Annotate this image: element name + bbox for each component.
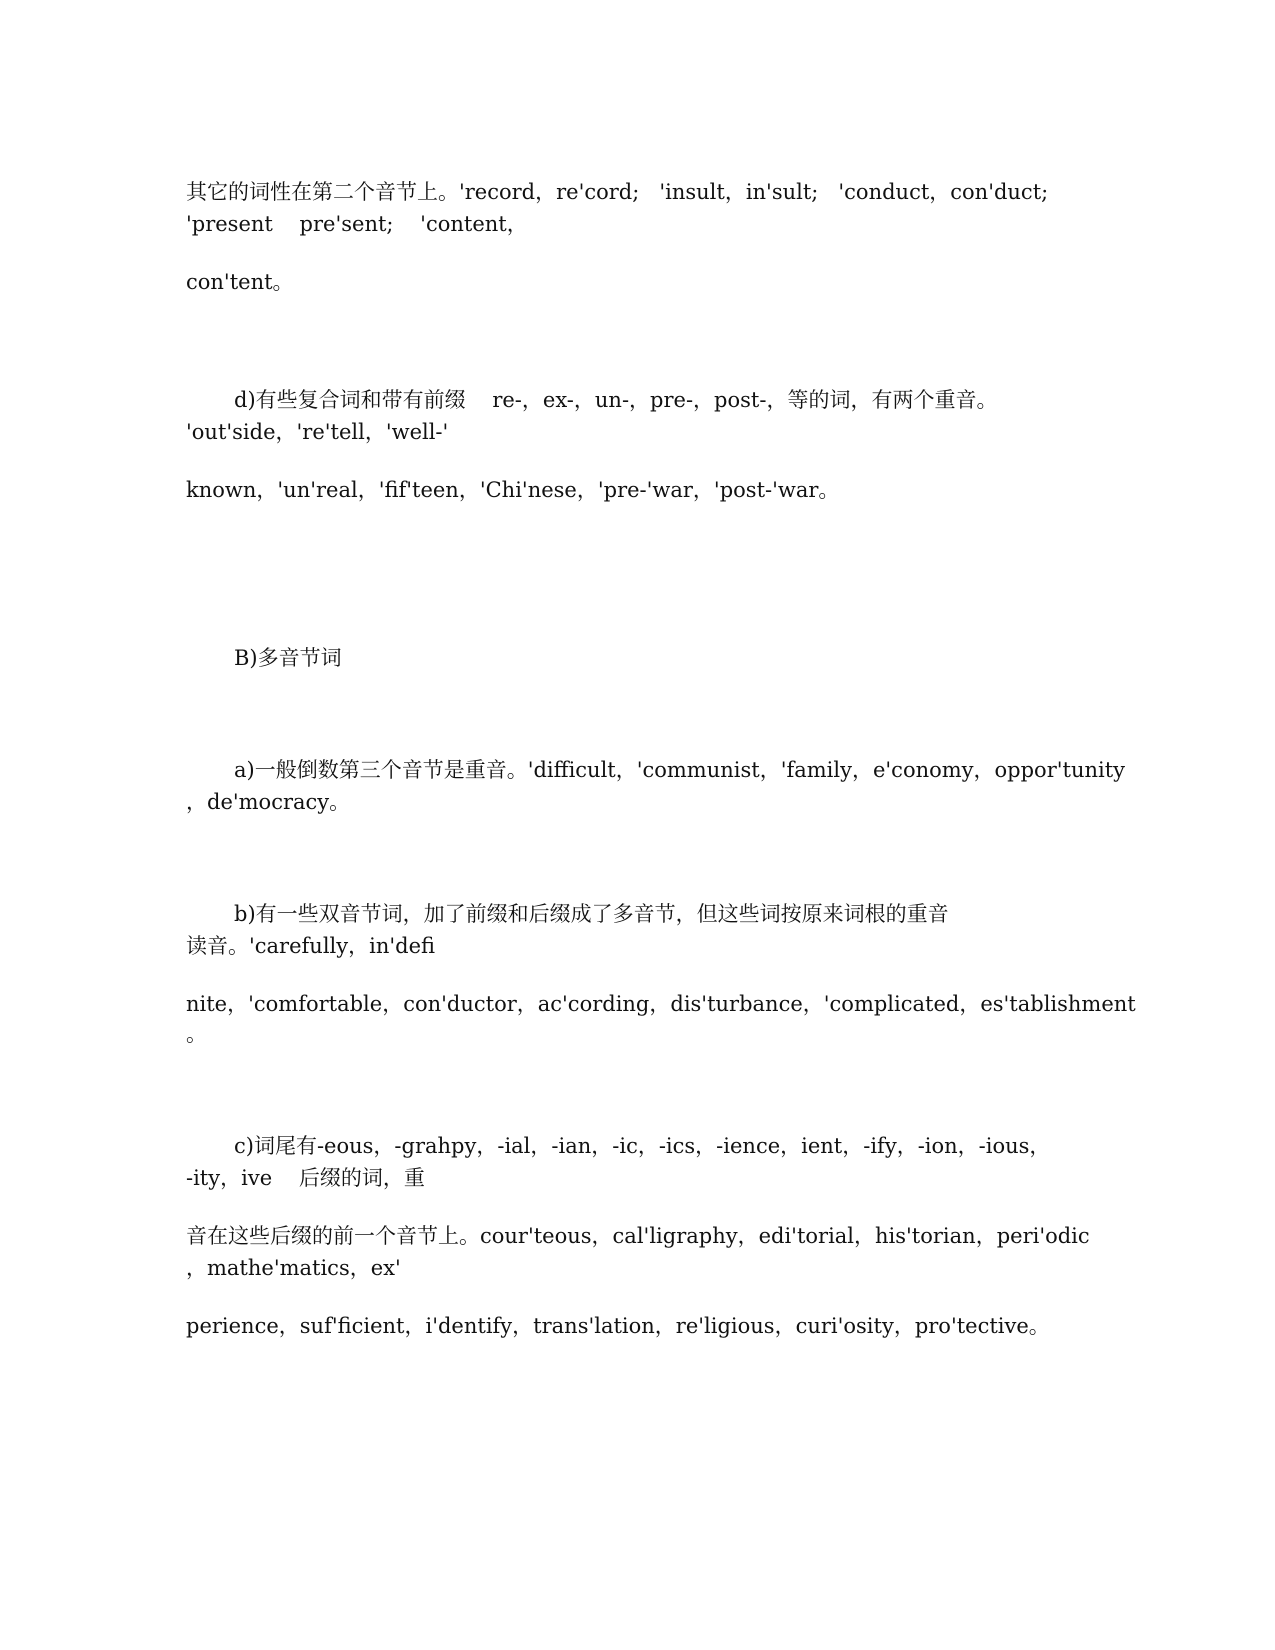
- text-line: -ity，ive 后缀的词，重: [186, 1166, 425, 1190]
- text-line: perience，suf'ficient，i'dentify，trans'lation，re'ligious，curi'osity，pro'tective。: [186, 1314, 1050, 1338]
- text-line: known，'un'real，'fif'teen，'Chi'nese，'pre-'war，'post-'war。: [186, 478, 840, 502]
- paragraph-d-start: d)有些复合词和带有前缀 re-，ex-，un-，pre-，post-，等的词，有两个重音。: [234, 388, 998, 412]
- section-heading-b: B)多音节词: [234, 646, 342, 670]
- text-line: 'present pre'sent; 'content，: [186, 212, 528, 236]
- text-line: ，de'mocracy。: [186, 790, 351, 814]
- text-line: 其它的词性在第二个音节上。'record，re'cord; 'insult，in'sult; 'conduct，con'duct;: [186, 180, 1049, 204]
- text-line: nite，'comfortable，con'ductor，ac'cording，dis'turbance，'complicated，es'tablishment: [186, 992, 1136, 1016]
- text-line: ，mathe'matics，ex': [186, 1256, 401, 1280]
- paragraph-a-start: a)一般倒数第三个音节是重音。'difficult，'communist，'family，e'conomy，oppor'tunity: [234, 758, 1126, 782]
- text-line: 读音。'carefully，in'defi: [186, 934, 436, 958]
- text-line: 'out'side，'re'tell，'well-': [186, 420, 449, 444]
- paragraph-c-start: c)词尾有-eous，-grahpy，-ial，-ian，-ic，-ics，-ience，ient，-ify，-ion，-ious，: [234, 1134, 1051, 1158]
- text-line: 。: [186, 1022, 207, 1046]
- paragraph-b-start: b)有一些双音节词，加了前缀和后缀成了多音节，但这些词按原来词根的重音: [234, 902, 949, 926]
- text-line: 音在这些后缀的前一个音节上。cour'teous，cal'ligraphy，edi'torial，his'torian，peri'odic: [186, 1224, 1090, 1248]
- text-line: con'tent。: [186, 270, 294, 294]
